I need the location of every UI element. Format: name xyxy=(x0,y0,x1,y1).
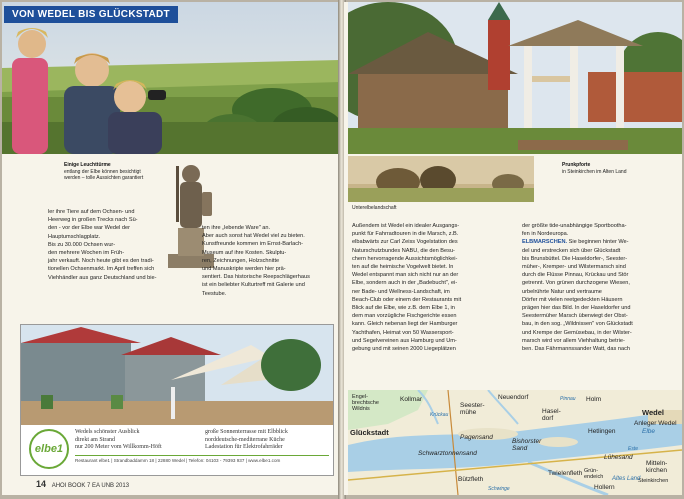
text-line: kann. Gleich nebenan liegt der Hamburger xyxy=(352,321,458,328)
text-line: Museum auf ihre Kosten. Skulptu- xyxy=(202,249,287,256)
text-line: Hauptumschlagplatz. xyxy=(48,233,101,240)
map-label: Schwarztonnensand xyxy=(418,450,477,457)
lighthouse-photo xyxy=(2,2,340,154)
text-line: ten ihre „lebende Ware" an. xyxy=(202,225,271,231)
text-line: ist ein beliebter Kulturtreff mit Galerie und xyxy=(202,282,305,289)
section-keyword: ELBMARSCHEN. xyxy=(522,239,568,246)
ad-line: Wedels schönster Ausblick xyxy=(75,429,140,435)
publication-name: AHOI BOOK 7 EA UNB 2013 xyxy=(51,483,130,489)
text-line: Aber auch sonst hat Wedel viel zu bieten. xyxy=(202,233,305,240)
text-line: Yachthafen, Heimat von 50 Wassersport- xyxy=(352,329,454,336)
map-label: Grün-endeich xyxy=(584,468,604,480)
text-line: und Krempe der Gemüsebau, in der Wilster- xyxy=(522,329,632,336)
text-line: dem man vorzügliche Fischgerichte essen xyxy=(352,313,457,320)
text-line: Viehhändler aus ganz Deutschland und bie- xyxy=(48,274,157,281)
photo-caption xyxy=(562,162,632,175)
text-line: der größte tide-unabhängige Sportbootha- xyxy=(522,223,627,229)
map-label: Bishorster Sand xyxy=(512,438,542,452)
landscape-thumbnail xyxy=(348,156,534,202)
map-label: Elbe xyxy=(642,428,656,435)
text-line: jahr verkauft. Noch heute gibt es den tradi- xyxy=(48,258,154,265)
text-line: Dörfer mit vielen reetgedeckten Häusern xyxy=(522,296,623,303)
text-line: bau, in den sog. „Wildnissen" von Glückstadt xyxy=(522,321,633,328)
text-line: Kunstfreunde kommen im Ernst-Barlach- xyxy=(202,241,304,248)
map-label: Altes Land xyxy=(612,476,641,482)
text-line: Teestube. xyxy=(202,290,227,297)
right-page xyxy=(344,2,682,495)
map-label: Mitteln-kirchen xyxy=(646,460,668,474)
map-label: Seester-mühe xyxy=(460,402,485,416)
restaurant-advertisement xyxy=(20,324,334,476)
right-column-2 xyxy=(522,222,678,353)
ad-column-1 xyxy=(75,429,195,452)
text-line: Seestermüher Marsch überwiegt der Obst- xyxy=(522,313,628,320)
gate-photo xyxy=(348,2,682,154)
map-label: Pinnau xyxy=(560,396,576,402)
text-line: marsch wird vor allem Viehhaltung betrie- xyxy=(522,337,625,344)
caption-bold: Prunkpforte xyxy=(562,162,591,168)
text-line: Elbe, sondern auch in der „Badebucht", ei- xyxy=(352,280,458,287)
restaurant-terrace-photo xyxy=(21,325,333,425)
text-line: gebung und mit seinen 2000 Liegeplätzen xyxy=(352,346,456,353)
map-label: Anleger Wedel xyxy=(634,420,677,427)
region-map xyxy=(348,390,682,495)
caption-text: entlang der Elbe können besichtigt werden – tolle Aussichten garantiert xyxy=(64,168,144,181)
map-label: Glückstadt xyxy=(350,428,389,437)
ad-logo xyxy=(29,429,69,469)
ad-line: norddeutsche-mediterrane Küche xyxy=(205,436,285,443)
text-line: und Manuskripte werden hier prä- xyxy=(202,266,286,273)
map-label: Holm xyxy=(586,396,602,403)
map-label: Neuendorf xyxy=(498,394,529,401)
map-label: Schwinge xyxy=(488,486,510,492)
ad-line: große Sonnenterrasse mit Elbblick xyxy=(205,429,288,435)
caption-bold: Einige Leuchttürme xyxy=(64,162,111,168)
small-photo-caption: Unterelbelandschaft xyxy=(352,205,397,211)
map-label: Este xyxy=(628,446,639,452)
text-line: Naturschutzbundes NABU, die den Besu- xyxy=(352,247,455,254)
map-label: Bützfleth xyxy=(458,476,484,483)
text-line: tionellen Ochsenmarkt. Im April treffen sich xyxy=(48,266,155,273)
text-line: bis Brunsbüttel. Die Haseldorfer-, Seester- xyxy=(522,255,628,262)
text-line: durch die Flüsse Pinnau, Krückau und Stör xyxy=(522,272,629,279)
ad-address: Restaurant elbe1 | Strandbaddamm 18 | 22880 Wedel | Telefon: 04103 - 79393 937 | www.elbe1.com xyxy=(75,455,329,463)
text-line: Bis zu 30.000 Ochsen wur- xyxy=(48,241,116,248)
text-line: elbabwärts zur Carl Zeiss Vogelstation des xyxy=(352,239,458,246)
text-line: ELBMARSCHEN. Sie beginnen hinter We- xyxy=(522,239,629,246)
map-label: Hasel-dorf xyxy=(542,408,561,422)
ad-line: direkt am Strand xyxy=(75,436,115,443)
map-label: Pagensand xyxy=(460,434,493,441)
text-line: sentiert. Das historische Reepschlägerhaus xyxy=(202,274,310,281)
map-label: Wedel xyxy=(642,408,664,417)
text-line: ner Bade- und Wellness-Landschaft, im xyxy=(352,288,450,295)
text-line: fen in Nordeuropa. xyxy=(522,231,569,238)
text-line: ten auf die heimische Vogelwelt bietet. In xyxy=(352,264,454,271)
map-label: Krückau xyxy=(430,412,449,418)
left-column-1 xyxy=(48,208,158,282)
text-line: Beach-Club oder einem der Restaurants mit xyxy=(352,296,462,303)
map-label: Kollmar xyxy=(400,396,423,403)
text-line: urbelrührte Natur und vertraume xyxy=(522,288,602,295)
left-page xyxy=(2,2,340,495)
ad-logo-text: elbe1 xyxy=(34,443,64,455)
text-line: Blick auf die Elbe, wie z.B. dem Elbe 1, in xyxy=(352,305,455,312)
text-line: getrennt. Von grünen durchzogene Wiesen, xyxy=(522,280,630,287)
section-banner: VON WEDEL BIS GLÜCKSTADT xyxy=(4,6,178,23)
text-line: den - vor der Elbe war Wedel der xyxy=(48,225,130,232)
text-line: ben. Das Fährmannssander Watt, das nach xyxy=(522,346,630,353)
map-label: Engel-brechtsche Wildnis xyxy=(352,394,379,412)
ad-line: Ladestation für Elektrofahrräder xyxy=(205,444,283,450)
right-column-1 xyxy=(352,222,514,353)
text-line: prägen hier das Bild. In der Haseldorfer und xyxy=(522,305,631,312)
text-line: ren, Zeichnungen, Holzschnitte xyxy=(202,257,280,264)
ad-line: nur 200 Meter vom Willkomm-Höft xyxy=(75,444,162,450)
text-line: del und erstrecken sich über Glückstadt xyxy=(522,247,621,254)
map-label: Lühesand xyxy=(604,454,633,461)
text-line: und Segelvereinen aus Hamburg und Um- xyxy=(352,337,457,344)
left-column-2 xyxy=(202,224,322,298)
text-line: Außendem ist Wedel ein idealer Ausgangs- xyxy=(352,223,460,229)
text-line: chern hervorragende Aussichtsmöglichkei- xyxy=(352,255,458,262)
left-footer xyxy=(36,479,129,489)
map-label: Twielenfleth xyxy=(548,470,583,477)
photo-caption xyxy=(64,162,154,182)
map-label: Hetlingen xyxy=(588,428,616,435)
text-line: müher-, Kremper- und Wilstermarsch sind xyxy=(522,264,626,271)
text-line: Heerweg in großen Trecks nach Sü- xyxy=(48,217,138,224)
text-line: ler ihre Tiere auf dem Ochsen- und xyxy=(48,209,135,215)
text-line: punkt für Fahrradtouren in die Marsch, z.B. xyxy=(352,231,459,238)
map-label: Hollern xyxy=(594,484,615,491)
caption-text: in Steinkirchen im Alten Land xyxy=(562,168,627,175)
ad-column-2 xyxy=(205,429,329,452)
map-label: Steinkirchen xyxy=(638,478,669,484)
text-line: den mehrere Wochen im Früh- xyxy=(48,250,125,257)
page-number: 14 xyxy=(36,479,47,489)
text-line: Wedel entspannt man sich nicht nur an der xyxy=(352,272,459,279)
